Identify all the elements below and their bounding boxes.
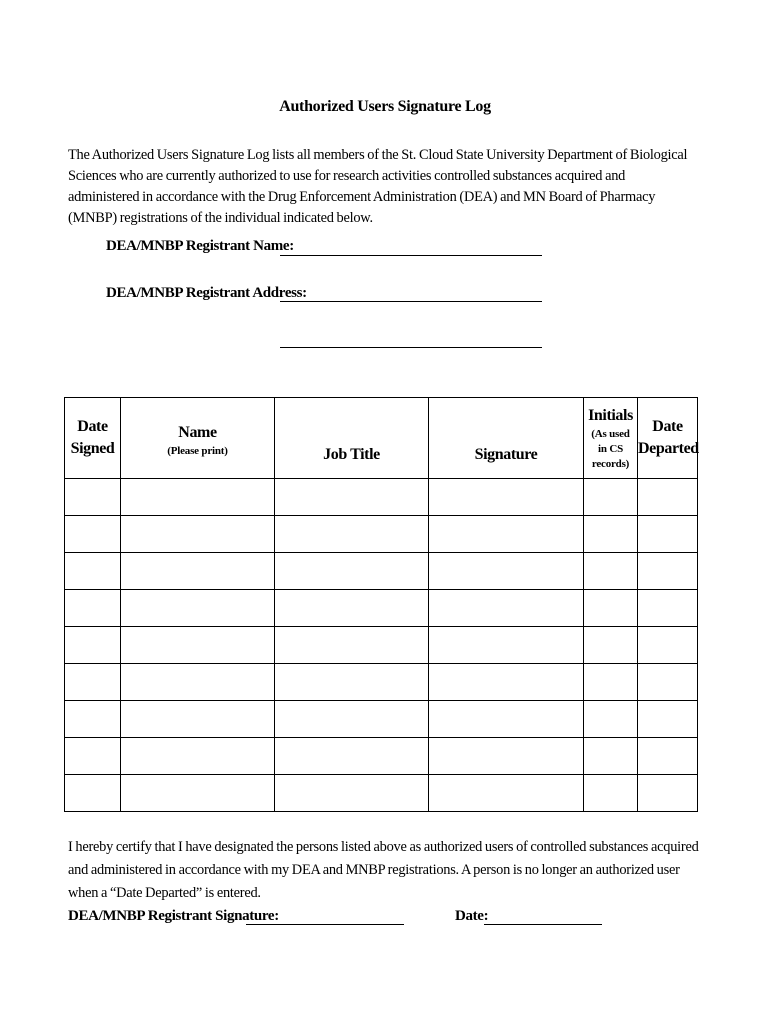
header-date-signed-line-2: Signed: [70, 440, 115, 457]
header-signature: [429, 398, 584, 479]
cell-date-departed[interactable]: [638, 701, 698, 738]
cell-date-departed[interactable]: [638, 775, 698, 812]
cell-date-signed[interactable]: [65, 664, 121, 701]
table-row: [65, 738, 698, 775]
cell-date-departed[interactable]: [638, 738, 698, 775]
header-signature-label: Signature: [474, 446, 538, 463]
cell-name[interactable]: [121, 627, 275, 664]
cell-job-title[interactable]: [275, 738, 429, 775]
table-row: [65, 664, 698, 701]
cell-signature[interactable]: [429, 775, 584, 812]
cell-date-departed[interactable]: [638, 664, 698, 701]
cell-initials[interactable]: [584, 590, 638, 627]
cell-date-signed[interactable]: [65, 553, 121, 590]
cell-initials[interactable]: [584, 479, 638, 516]
date-label: Date:: [455, 908, 489, 924]
table-row: [65, 553, 698, 590]
cell-job-title[interactable]: [275, 775, 429, 812]
header-name: [121, 398, 275, 479]
table-row: [65, 627, 698, 664]
cell-date-departed[interactable]: [638, 516, 698, 553]
cell-date-departed[interactable]: [638, 627, 698, 664]
header-initials: [584, 398, 638, 479]
header-initials-label: Initials: [588, 406, 633, 424]
registrant-signature-line[interactable]: [246, 924, 404, 925]
cell-date-departed[interactable]: [638, 553, 698, 590]
certification-paragraph: I hereby certify that I have designated the persons listed above as authorized users of controlled substances acquired and administered in accordance with my DEA and MNBP registrations. A person is no longer an authorized user when a “Date Departed” is entered.: [68, 839, 699, 901]
cell-job-title[interactable]: [275, 590, 429, 627]
cell-job-title[interactable]: [275, 479, 429, 516]
table-row: [65, 590, 698, 627]
cell-signature[interactable]: [429, 516, 584, 553]
header-date-signed-line-1: Date: [77, 418, 108, 435]
cell-signature[interactable]: [429, 479, 584, 516]
cell-name[interactable]: [121, 738, 275, 775]
cell-name[interactable]: [121, 516, 275, 553]
cell-date-signed[interactable]: [65, 516, 121, 553]
cell-name[interactable]: [121, 590, 275, 627]
table-row: [65, 479, 698, 516]
date-line[interactable]: [484, 924, 602, 925]
cell-date-signed[interactable]: [65, 479, 121, 516]
cell-name[interactable]: [121, 775, 275, 812]
header-initials-sub-2: in CS: [598, 442, 623, 455]
cell-job-title[interactable]: [275, 701, 429, 738]
cell-date-signed[interactable]: [65, 627, 121, 664]
cell-signature[interactable]: [429, 701, 584, 738]
cell-job-title[interactable]: [275, 553, 429, 590]
cell-date-signed[interactable]: [65, 701, 121, 738]
header-name-sub: (Please print): [167, 445, 228, 457]
cell-signature[interactable]: [429, 738, 584, 775]
cell-signature[interactable]: [429, 627, 584, 664]
registrant-address-line-2[interactable]: [280, 347, 542, 348]
cell-job-title[interactable]: [275, 516, 429, 553]
header-job-title: [275, 398, 429, 479]
table-row: [65, 701, 698, 738]
header-date-departed-line-2: Departed: [638, 440, 699, 457]
cell-date-signed[interactable]: [65, 738, 121, 775]
header-date-departed: [638, 398, 698, 479]
cell-date-signed[interactable]: [65, 590, 121, 627]
header-date-signed: [65, 398, 121, 479]
cell-job-title[interactable]: [275, 627, 429, 664]
registrant-name-line[interactable]: [280, 255, 542, 256]
signature-log-table: [64, 397, 698, 812]
cell-name[interactable]: [121, 479, 275, 516]
cell-initials[interactable]: [584, 516, 638, 553]
header-date-departed-line-1: Date: [652, 418, 683, 435]
cell-date-signed[interactable]: [65, 775, 121, 812]
cell-initials[interactable]: [584, 664, 638, 701]
header-job-title-label: Job Title: [323, 446, 380, 463]
cell-signature[interactable]: [429, 553, 584, 590]
registrant-address-label: DEA/MNBP Registrant Address:: [106, 285, 307, 301]
cell-date-departed[interactable]: [638, 590, 698, 627]
cell-signature[interactable]: [429, 664, 584, 701]
cell-initials[interactable]: [584, 775, 638, 812]
cell-name[interactable]: [121, 664, 275, 701]
header-name-label: Name: [178, 424, 217, 441]
cell-initials[interactable]: [584, 738, 638, 775]
header-initials-sub-1: (As used: [591, 427, 630, 440]
registrant-address-line-1[interactable]: [280, 301, 542, 302]
registrant-name-label: DEA/MNBP Registrant Name:: [106, 238, 294, 254]
cell-signature[interactable]: [429, 590, 584, 627]
registrant-signature-label: DEA/MNBP Registrant Signature:: [68, 908, 279, 924]
cell-initials[interactable]: [584, 553, 638, 590]
cell-date-departed[interactable]: [638, 479, 698, 516]
intro-paragraph: The Authorized Users Signature Log lists all members of the St. Cloud State University Department of Biological Sciences who are currently authorized to use for research activities controlled substances acquired and administered in accordance with the Drug Enforcement Administration (DEA) and MN Board of Pharmacy (MNBP) registrations of the individual indicated below.: [68, 147, 688, 226]
header-initials-sub-3: records): [591, 457, 630, 470]
table-row: [65, 516, 698, 553]
cell-name[interactable]: [121, 553, 275, 590]
table-body: [65, 479, 698, 812]
cell-job-title[interactable]: [275, 664, 429, 701]
cell-initials[interactable]: [584, 701, 638, 738]
table-row: [65, 775, 698, 812]
table-header-row: [65, 398, 698, 479]
page-title: Authorized Users Signature Log: [279, 98, 491, 115]
cell-name[interactable]: [121, 701, 275, 738]
cell-initials[interactable]: [584, 627, 638, 664]
